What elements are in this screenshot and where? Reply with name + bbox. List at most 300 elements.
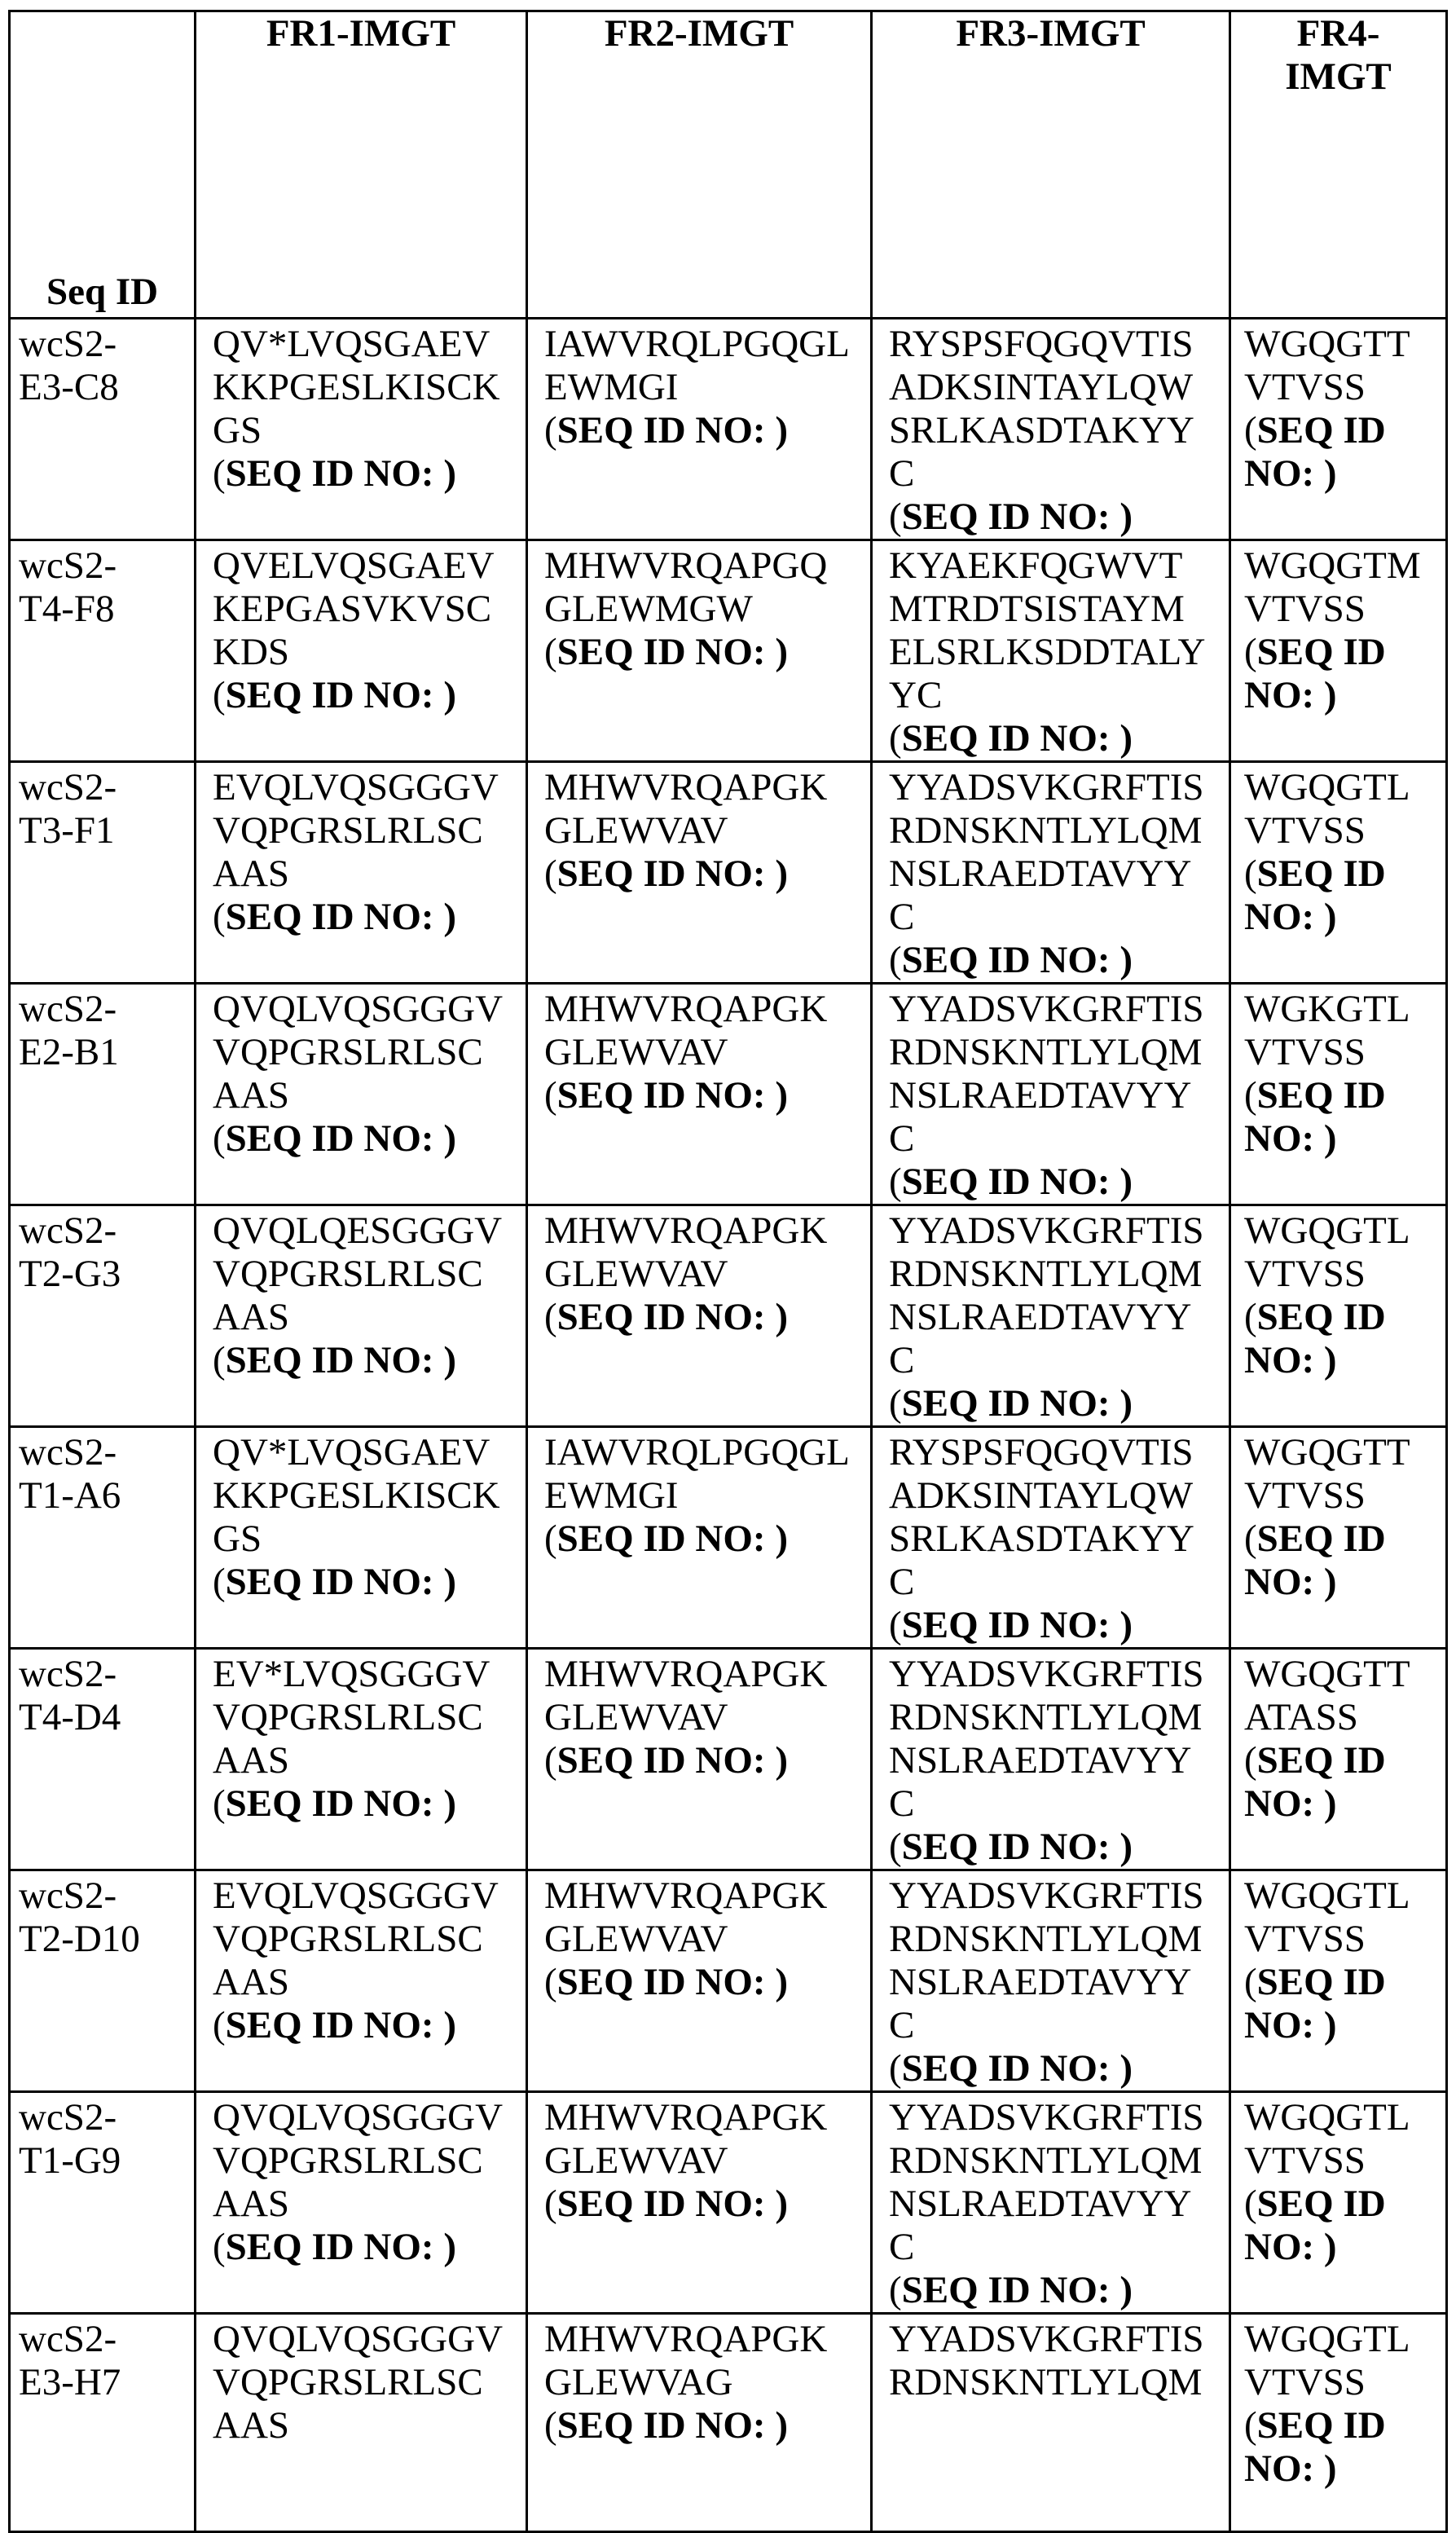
seq-id-no-text: SEQ ID NO: ) (901, 2269, 1133, 2311)
seq-id-line1: wcS2- (19, 766, 117, 808)
seq-id-no-open-paren: ( (213, 452, 226, 495)
fr3-sequence-line: RDNSKNTLYLQM (889, 2361, 1203, 2403)
fr1-sequence-line: AAS (213, 1739, 290, 1782)
seq-id-no-text-line1: SEQ ID (1256, 1518, 1386, 1560)
seq-id-no-label (544, 1074, 864, 1117)
seq-id-no-label (544, 631, 864, 674)
fr4-sequence-line: WGQGTT (1244, 1431, 1410, 1474)
seq-id-no-open-paren: ( (544, 1074, 557, 1117)
seq-id-no-label (544, 1961, 864, 2004)
seq-id-no-text: SEQ ID NO: ) (901, 1604, 1133, 1646)
seq-id-no-open-paren: ( (889, 1161, 902, 1203)
seq-id-no-label (544, 1739, 864, 1782)
cell-fr4 (1230, 2092, 1447, 2314)
seq-id-no-label (213, 674, 519, 717)
seq-id-line2: E2-B1 (19, 1031, 119, 1073)
fr2-sequence-line: EWMGI (544, 366, 679, 408)
seq-id-no-text: SEQ ID NO: ) (556, 631, 788, 673)
fr4-sequence-line: WGQGTT (1244, 323, 1410, 365)
cell-fr4 (1230, 1870, 1447, 2092)
seq-id-no-label (1244, 852, 1442, 939)
fr3-sequence-line: RYSPSFQGQVTIS (889, 323, 1194, 365)
seq-id-no-label (1244, 2404, 1442, 2491)
seq-id-no-open-paren: ( (213, 1117, 226, 1160)
cell-seq-id (10, 2092, 196, 2314)
fr1-sequence-line: QV*LVQSGAEV (213, 323, 490, 365)
table-row (10, 1205, 1447, 1427)
fr3-sequence-line: SRLKASDTAKYY (889, 409, 1194, 452)
fr1-sequence-line: AAS (213, 1074, 290, 1117)
fr1-sequence-line: GS (213, 409, 262, 452)
fr1-sequence-line: VQPGRSLRLSC (213, 2361, 483, 2403)
cell-seq-id (10, 762, 196, 984)
fr4-sequence-line: VTVSS (1244, 1253, 1366, 1295)
fr1-sequence-line: AAS (213, 1961, 290, 2003)
fr2-sequence-line: MHWVRQAPGK (544, 1653, 828, 1695)
table-row (10, 762, 1447, 984)
fr1-sequence-line: QVQLVQSGGGV (213, 2318, 504, 2360)
fr2-sequence-line: MHWVRQAPGK (544, 766, 828, 808)
seq-id-no-open-paren: ( (213, 674, 226, 716)
cell-fr1 (196, 1427, 527, 1649)
fr4-sequence-line: WGQGTL (1244, 2096, 1410, 2139)
seq-id-no-open-paren: ( (889, 1604, 902, 1646)
fr3-sequence-line: C (889, 1339, 915, 1381)
fr4-sequence-line: VTVSS (1244, 2139, 1366, 2182)
fr3-sequence-line: MTRDTSISTAYM (889, 588, 1185, 630)
fr4-sequence-line: VTVSS (1244, 1031, 1366, 1073)
fr2-sequence-line: GLEWVAV (544, 1918, 728, 1960)
fr3-sequence-line: RDNSKNTLYLQM (889, 2139, 1203, 2182)
seq-id-no-open-paren: ( (544, 1518, 557, 1560)
seq-id-no-text-line1: SEQ ID (1256, 1296, 1386, 1338)
fr4-sequence-line: VTVSS (1244, 809, 1366, 852)
seq-id-no-label (889, 939, 1222, 982)
seq-id-line1: wcS2- (19, 1874, 117, 1917)
seq-id-no-text: SEQ ID NO: ) (225, 1117, 456, 1160)
fr3-sequence-line: ADKSINTAYLQW (889, 366, 1194, 408)
fr3-sequence-line: C (889, 1561, 915, 1603)
seq-id-no-open-paren: ( (544, 852, 557, 895)
seq-id-no-text-line1: SEQ ID (1256, 1739, 1386, 1782)
seq-id-no-text: SEQ ID NO: ) (556, 1518, 788, 1560)
fr4-sequence-line: WGQGTL (1244, 1209, 1410, 1252)
framework-region-table (8, 10, 1448, 2533)
cell-fr1 (196, 2314, 527, 2532)
seq-id-no-label (213, 1782, 519, 1826)
fr1-sequence-line: AAS (213, 852, 290, 895)
seq-id-line2: T2-G3 (19, 1253, 121, 1295)
table-row (10, 319, 1447, 540)
seq-id-no-label (889, 2269, 1222, 2312)
fr4-sequence-line: VTVSS (1244, 1918, 1366, 1960)
fr4-sequence-line: WGQGTL (1244, 1874, 1410, 1917)
fr1-sequence-line: QVELVQSGAEV (213, 544, 495, 587)
cell-fr4 (1230, 1427, 1447, 1649)
cell-fr3 (872, 540, 1230, 762)
seq-id-no-text-line2: NO: ) (1244, 1561, 1337, 1603)
seq-id-no-text: SEQ ID NO: ) (225, 1339, 456, 1381)
seq-id-no-text: SEQ ID NO: ) (901, 939, 1133, 981)
column-header-fr4 (1230, 11, 1447, 319)
fr3-sequence-line: YYADSVKGRFTIS (889, 1209, 1204, 1252)
fr1-sequence-line: VQPGRSLRLSC (213, 2139, 483, 2182)
seq-id-no-label (889, 1604, 1222, 1647)
fr2-sequence-line: MHWVRQAPGK (544, 2096, 828, 2139)
cell-seq-id (10, 1649, 196, 1870)
fr3-sequence-line: RDNSKNTLYLQM (889, 1031, 1203, 1073)
table-row (10, 1870, 1447, 2092)
fr4-sequence-line: WGQGTL (1244, 766, 1410, 808)
seq-id-no-label (213, 2226, 519, 2269)
cell-fr1 (196, 984, 527, 1205)
seq-id-no-text: SEQ ID NO: ) (901, 496, 1133, 538)
seq-id-no-open-paren: ( (1244, 409, 1257, 452)
seq-id-no-text: SEQ ID NO: ) (556, 1296, 788, 1338)
fr3-sequence-line: C (889, 896, 915, 938)
fr4-sequence-line: WGQGTT (1244, 1653, 1410, 1695)
seq-id-no-text-line2: NO: ) (1244, 2004, 1337, 2046)
cell-fr4 (1230, 540, 1447, 762)
cell-fr3 (872, 762, 1230, 984)
cell-seq-id (10, 319, 196, 540)
seq-id-line2: T4-D4 (19, 1696, 121, 1738)
seq-id-no-text: SEQ ID NO: ) (901, 2047, 1133, 2090)
fr3-sequence-line: SRLKASDTAKYY (889, 1518, 1194, 1560)
fr1-sequence-line: EV*LVQSGGGV (213, 1653, 490, 1695)
fr1-sequence-line: QV*LVQSGAEV (213, 1431, 490, 1474)
cell-fr4 (1230, 2314, 1447, 2532)
cell-fr1 (196, 762, 527, 984)
fr3-sequence-line: C (889, 452, 915, 495)
fr2-sequence-line: EWMGI (544, 1474, 679, 1517)
cell-fr4 (1230, 984, 1447, 1205)
fr2-sequence-line: GLEWVAV (544, 2139, 728, 2182)
fr1-sequence-line: QVQLVQSGGGV (213, 988, 504, 1030)
fr3-sequence-line: ADKSINTAYLQW (889, 1474, 1194, 1517)
cell-fr2 (527, 1427, 872, 1649)
cell-fr3 (872, 2314, 1230, 2532)
header-fr4-line1: FR4- (1296, 12, 1380, 55)
cell-seq-id (10, 1205, 196, 1427)
seq-id-no-label (544, 852, 864, 896)
seq-id-no-text-line2: NO: ) (1244, 2226, 1337, 2268)
fr1-sequence-line: QVQLQESGGGV (213, 1209, 503, 1252)
fr3-sequence-line: NSLRAEDTAVYY (889, 1961, 1192, 2003)
seq-id-no-label (213, 2004, 519, 2047)
seq-id-no-label (213, 1561, 519, 1604)
fr1-sequence-line: KEPGASVKVSC (213, 588, 492, 630)
fr3-sequence-line: RYSPSFQGQVTIS (889, 1431, 1194, 1474)
seq-id-no-open-paren: ( (889, 939, 902, 981)
fr1-sequence-line: VQPGRSLRLSC (213, 809, 483, 852)
seq-id-no-label (889, 1826, 1222, 1869)
seq-id-no-open-paren: ( (1244, 1518, 1257, 1560)
fr1-sequence-line: EVQLVQSGGGV (213, 1874, 499, 1917)
fr3-sequence-line: RDNSKNTLYLQM (889, 1918, 1203, 1960)
seq-id-line1: wcS2- (19, 988, 117, 1030)
seq-id-no-text: SEQ ID NO: ) (556, 852, 788, 895)
fr3-sequence-line: KYAEKFQGWVT (889, 544, 1183, 587)
seq-id-no-label (889, 1161, 1222, 1204)
seq-id-no-label (213, 1339, 519, 1382)
fr2-sequence-line: MHWVRQAPGK (544, 2318, 828, 2360)
seq-id-line2: T1-G9 (19, 2139, 121, 2182)
seq-id-line2: T3-F1 (19, 809, 115, 852)
fr2-sequence-line: GLEWMGW (544, 588, 753, 630)
seq-id-no-text: SEQ ID NO: ) (901, 1826, 1133, 1868)
seq-id-no-label (1244, 1961, 1442, 2047)
fr3-sequence-line: YYADSVKGRFTIS (889, 2318, 1204, 2360)
table-row (10, 984, 1447, 1205)
cell-fr2 (527, 984, 872, 1205)
fr3-sequence-line: C (889, 1782, 915, 1825)
fr1-sequence-line: VQPGRSLRLSC (213, 1918, 483, 1960)
fr2-sequence-line: IAWVRQLPGQGL (544, 1431, 850, 1474)
fr2-sequence-line: GLEWVAV (544, 1696, 728, 1738)
cell-fr4 (1230, 1649, 1447, 1870)
seq-id-no-text: SEQ ID NO: ) (225, 452, 456, 495)
seq-id-no-text-line1: SEQ ID (1256, 1074, 1386, 1117)
fr2-sequence-line: MHWVRQAPGK (544, 1874, 828, 1917)
seq-id-no-open-paren: ( (1244, 631, 1257, 673)
seq-id-line2: T4-F8 (19, 588, 115, 630)
fr2-sequence-line: IAWVRQLPGQGL (544, 323, 850, 365)
cell-fr4 (1230, 319, 1447, 540)
seq-id-no-label (213, 1117, 519, 1161)
seq-id-no-label (213, 896, 519, 939)
seq-id-no-label (544, 2183, 864, 2226)
seq-id-no-text: SEQ ID NO: ) (901, 1161, 1133, 1203)
fr1-sequence-line: KKPGESLKISCK (213, 1474, 500, 1517)
seq-id-line1: wcS2- (19, 544, 117, 587)
fr2-sequence-line: GLEWVAV (544, 1253, 728, 1295)
fr1-sequence-line: AAS (213, 1296, 290, 1338)
seq-id-no-label (1244, 1296, 1442, 1382)
seq-id-no-label (889, 717, 1222, 760)
column-header-fr2: FR2-IMGT (527, 11, 872, 319)
seq-id-no-open-paren: ( (889, 2047, 902, 2090)
fr4-sequence-line: ATASS (1244, 1696, 1358, 1738)
seq-id-line2: T1-A6 (19, 1474, 121, 1517)
cell-seq-id (10, 1870, 196, 2092)
cell-fr1 (196, 1649, 527, 1870)
header-fr4-line2: IMGT (1285, 55, 1392, 98)
cell-fr1 (196, 540, 527, 762)
fr1-sequence-line: VQPGRSLRLSC (213, 1031, 483, 1073)
table-row (10, 2092, 1447, 2314)
seq-id-no-label (1244, 409, 1442, 496)
fr3-sequence-line: RDNSKNTLYLQM (889, 1696, 1203, 1738)
seq-id-no-text: SEQ ID NO: ) (556, 409, 788, 452)
fr3-sequence-line: C (889, 2004, 915, 2046)
cell-fr3 (872, 1649, 1230, 1870)
fr1-sequence-line: KDS (213, 631, 290, 673)
column-header-fr1: FR1-IMGT (196, 11, 527, 319)
seq-id-line1: wcS2- (19, 1431, 117, 1474)
table-row (10, 1649, 1447, 1870)
fr1-sequence-line: VQPGRSLRLSC (213, 1253, 483, 1295)
seq-id-no-text-line2: NO: ) (1244, 2447, 1337, 2490)
seq-id-no-text-line2: NO: ) (1244, 896, 1337, 938)
fr4-sequence-line: WGKGTL (1244, 988, 1410, 1030)
seq-id-no-text: SEQ ID NO: ) (225, 2004, 456, 2046)
seq-id-no-label (1244, 2183, 1442, 2269)
seq-id-no-open-paren: ( (889, 1826, 902, 1868)
fr2-sequence-line: GLEWVAV (544, 1031, 728, 1073)
seq-id-no-label (213, 452, 519, 496)
cell-fr3 (872, 319, 1230, 540)
seq-id-no-text: SEQ ID NO: ) (556, 1074, 788, 1117)
seq-id-line1: wcS2- (19, 1653, 117, 1695)
table-row (10, 2314, 1447, 2532)
seq-id-no-text-line1: SEQ ID (1256, 2404, 1386, 2447)
seq-id-no-label (889, 1382, 1222, 1425)
fr3-sequence-line: ELSRLKSDDTALY (889, 631, 1206, 673)
fr1-sequence-line: EVQLVQSGGGV (213, 766, 499, 808)
seq-id-no-text: SEQ ID NO: ) (556, 1739, 788, 1782)
seq-id-no-open-paren: ( (544, 1961, 557, 2003)
cell-fr4 (1230, 1205, 1447, 1427)
seq-id-no-label (1244, 1739, 1442, 1826)
seq-id-no-label (889, 2047, 1222, 2090)
seq-id-no-label (1244, 1518, 1442, 1604)
cell-fr1 (196, 2092, 527, 2314)
cell-fr2 (527, 1870, 872, 2092)
seq-id-no-open-paren: ( (544, 2404, 557, 2447)
seq-id-no-open-paren: ( (544, 1739, 557, 1782)
fr3-sequence-line: YYADSVKGRFTIS (889, 2096, 1204, 2139)
cell-seq-id (10, 540, 196, 762)
seq-id-no-text: SEQ ID NO: ) (225, 1782, 456, 1825)
fr2-sequence-line: MHWVRQAPGK (544, 988, 828, 1030)
seq-id-no-label (889, 496, 1222, 539)
column-header-fr3: FR3-IMGT (872, 11, 1230, 319)
fr3-sequence-line: YYADSVKGRFTIS (889, 766, 1204, 808)
cell-fr2 (527, 540, 872, 762)
seq-id-line1: wcS2- (19, 1209, 117, 1252)
seq-id-no-text: SEQ ID NO: ) (225, 674, 456, 716)
seq-id-no-text-line2: NO: ) (1244, 674, 1337, 716)
fr4-sequence-line: VTVSS (1244, 2361, 1366, 2403)
seq-id-no-open-paren: ( (889, 2269, 902, 2311)
cell-seq-id (10, 1427, 196, 1649)
seq-id-no-label (544, 2404, 864, 2447)
fr1-sequence-line: GS (213, 1518, 262, 1560)
fr3-sequence-line: NSLRAEDTAVYY (889, 1739, 1192, 1782)
seq-id-no-open-paren: ( (1244, 1296, 1257, 1338)
cell-seq-id (10, 984, 196, 1205)
seq-id-no-open-paren: ( (213, 2226, 226, 2268)
cell-fr1 (196, 1870, 527, 2092)
cell-fr2 (527, 762, 872, 984)
fr4-sequence-line: VTVSS (1244, 366, 1366, 408)
fr3-sequence-line: YYADSVKGRFTIS (889, 988, 1204, 1030)
fr1-sequence-line: VQPGRSLRLSC (213, 1696, 483, 1738)
fr1-sequence-line: KKPGESLKISCK (213, 366, 500, 408)
column-header-seq-id: Seq ID (10, 11, 196, 319)
seq-id-no-label (544, 1296, 864, 1339)
cell-fr3 (872, 2092, 1230, 2314)
seq-id-no-open-paren: ( (1244, 2183, 1257, 2225)
fr2-sequence-line: GLEWVAV (544, 809, 728, 852)
seq-id-line1: wcS2- (19, 323, 117, 365)
seq-id-no-open-paren: ( (544, 2183, 557, 2225)
seq-id-line1: wcS2- (19, 2318, 117, 2360)
seq-id-no-open-paren: ( (213, 1782, 226, 1825)
seq-id-no-open-paren: ( (213, 1561, 226, 1603)
fr2-sequence-line: MHWVRQAPGQ (544, 544, 828, 587)
fr1-sequence-line: AAS (213, 2183, 290, 2225)
seq-id-no-text-line1: SEQ ID (1256, 852, 1386, 895)
seq-id-no-open-paren: ( (213, 2004, 226, 2046)
seq-id-no-text-line2: NO: ) (1244, 452, 1337, 495)
fr4-sequence-line: VTVSS (1244, 588, 1366, 630)
fr3-sequence-line: NSLRAEDTAVYY (889, 1296, 1192, 1338)
seq-id-no-text-line1: SEQ ID (1256, 631, 1386, 673)
fr4-sequence-line: WGQGTM (1244, 544, 1421, 587)
table-body (10, 319, 1447, 2532)
seq-id-no-text-line2: NO: ) (1244, 1117, 1337, 1160)
fr3-sequence-line: NSLRAEDTAVYY (889, 1074, 1192, 1117)
fr3-sequence-line: C (889, 1117, 915, 1160)
seq-id-no-text: SEQ ID NO: ) (556, 2183, 788, 2225)
seq-id-no-open-paren: ( (889, 496, 902, 538)
seq-id-no-text: SEQ ID NO: ) (901, 717, 1133, 760)
seq-id-no-text-line1: SEQ ID (1256, 2183, 1386, 2225)
fr3-sequence-line: RDNSKNTLYLQM (889, 809, 1203, 852)
seq-id-no-open-paren: ( (213, 896, 226, 938)
seq-id-no-text: SEQ ID NO: ) (556, 2404, 788, 2447)
seq-id-no-text: SEQ ID NO: ) (225, 2226, 456, 2268)
cell-fr1 (196, 1205, 527, 1427)
seq-id-line2: E3-H7 (19, 2361, 121, 2403)
cell-fr2 (527, 2092, 872, 2314)
seq-id-no-open-paren: ( (1244, 1074, 1257, 1117)
seq-id-no-open-paren: ( (544, 1296, 557, 1338)
seq-id-no-text-line2: NO: ) (1244, 1339, 1337, 1381)
seq-id-line2: T2-D10 (19, 1918, 140, 1960)
seq-id-no-label (544, 1518, 864, 1561)
cell-fr1 (196, 319, 527, 540)
seq-id-line2: E3-C8 (19, 366, 119, 408)
seq-id-no-open-paren: ( (544, 409, 557, 452)
seq-id-no-text-line1: SEQ ID (1256, 1961, 1386, 2003)
seq-id-no-open-paren: ( (889, 1382, 902, 1425)
header-row (10, 11, 1447, 319)
cell-fr3 (872, 1427, 1230, 1649)
seq-id-no-open-paren: ( (544, 631, 557, 673)
fr2-sequence-line: MHWVRQAPGK (544, 1209, 828, 1252)
seq-id-no-text: SEQ ID NO: ) (225, 1561, 456, 1603)
seq-id-no-label (544, 409, 864, 452)
cell-fr2 (527, 1649, 872, 1870)
fr3-sequence-line: YYADSVKGRFTIS (889, 1874, 1204, 1917)
fr3-sequence-line: YC (889, 674, 943, 716)
fr3-sequence-line: NSLRAEDTAVYY (889, 852, 1192, 895)
cell-fr3 (872, 984, 1230, 1205)
cell-fr2 (527, 319, 872, 540)
seq-id-no-text: SEQ ID NO: ) (556, 1961, 788, 2003)
cell-fr3 (872, 1870, 1230, 2092)
seq-id-no-open-paren: ( (1244, 1961, 1257, 2003)
seq-id-no-label (1244, 631, 1442, 717)
seq-id-line1: wcS2- (19, 2096, 117, 2139)
seq-id-no-text: SEQ ID NO: ) (901, 1382, 1133, 1425)
cell-fr3 (872, 1205, 1230, 1427)
fr4-sequence-line: VTVSS (1244, 1474, 1366, 1517)
seq-id-no-label (1244, 1074, 1442, 1161)
